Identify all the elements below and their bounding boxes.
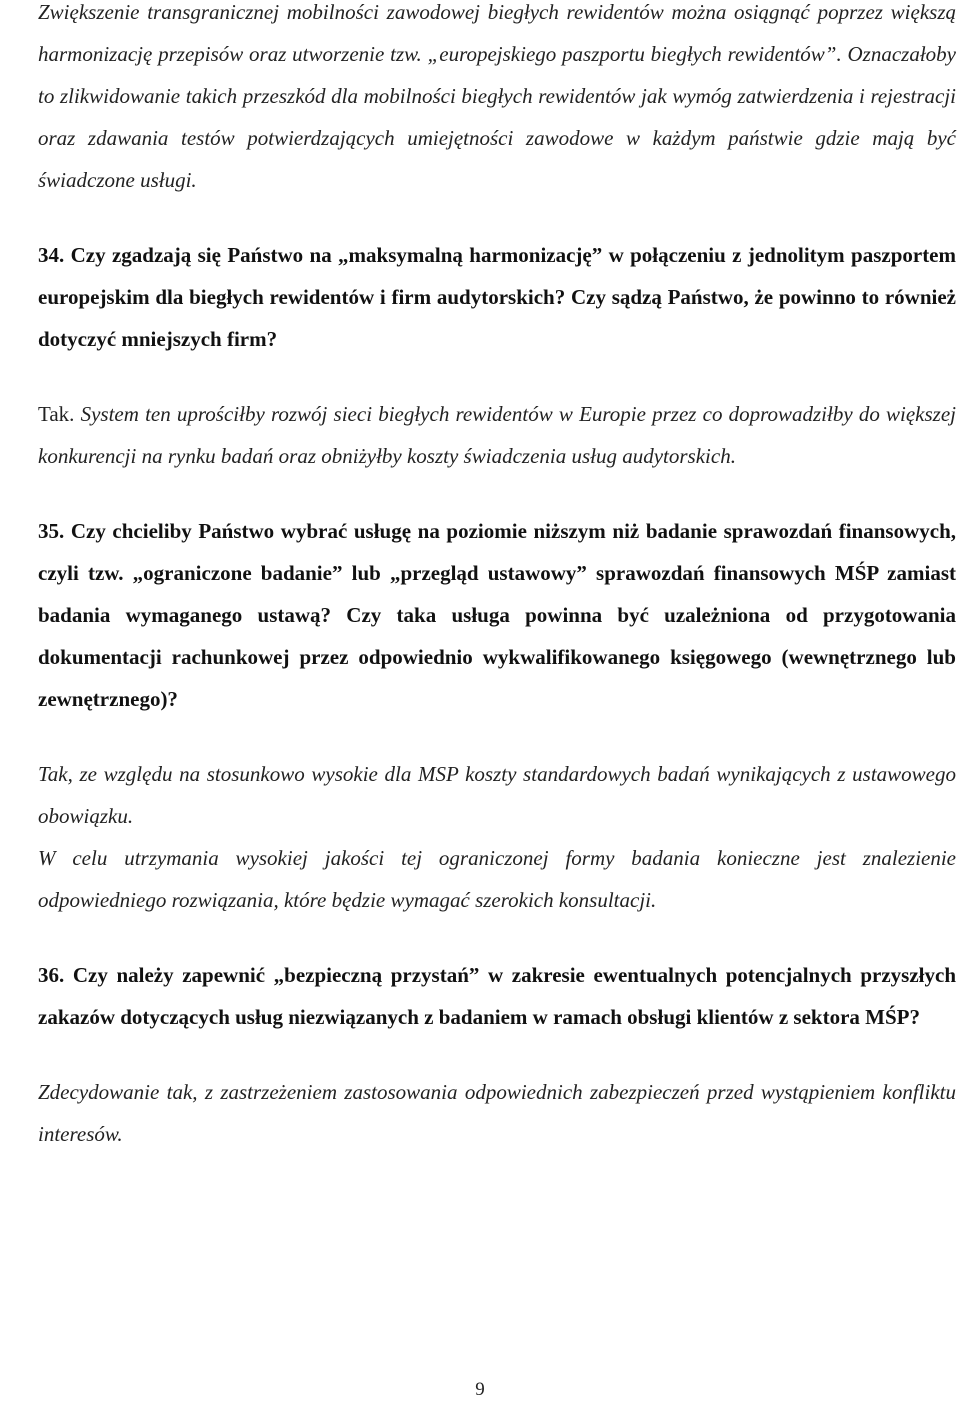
intro-answer-paragraph: Zwiększenie transgranicznej mobilności zawodowej biegłych rewidentów można osiągnąć poprzez większą harmonizację przepisów oraz utworzenie tzw. „europejskiego paszportu biegłych rewidentów”. Oznaczałoby to zlikwidowanie takich przeszkód dla mobilności biegłych rewidentów jak wymóg zatwierdzenia i rejestracji oraz zdawania testów potwierdzających umiejętności zawodowe w każdym państwie gdzie mają być świadczone usługi. <box>38 0 956 192</box>
question-36: 36. Czy należy zapewnić „bezpieczną przystań” w zakresie ewentualnych potencjalnych przyszłych zakazów dotyczących usług niezwiązanych z badaniem w ramach obsługi klientów z sektora MŚP? <box>38 963 956 1029</box>
answer-35-part-2: W celu utrzymania wysokiej jakości tej ograniczonej formy badania konieczne jest znalezienie odpowiedniego rozwiązania, które będzie wymagać szerokich konsultacji. <box>38 846 956 912</box>
answer-36: Zdecydowanie tak, z zastrzeżeniem zastosowania odpowiednich zabezpieczeń przed wystąpieniem konfliktu interesów. <box>38 1080 956 1146</box>
document-page <box>38 0 956 1155</box>
question-34: 34. Czy zgadzają się Państwo na „maksymalną harmonizację” w połączeniu z jednolitym paszportem europejskim dla biegłych rewidentów i firm audytorskich? Czy sądzą Państwo, że powinno to również dotyczyć mniejszych firm? <box>38 243 956 351</box>
answer-35-part-1: Tak, ze względu na stosunkowo wysokie dla MSP koszty standardowych badań wynikających z ustawowego obowiązku. <box>38 762 956 828</box>
answer-34-lead: Tak. <box>38 402 75 426</box>
page-number: 9 <box>475 1379 485 1400</box>
answer-34 <box>38 393 956 477</box>
answer-34-text: System ten uprościłby rozwój sieci biegłych rewidentów w Europie przez co doprowadziłby do większej konkurencji na rynku badań oraz obniżyłby koszty świadczenia usług audytorskich. <box>38 402 956 468</box>
question-35: 35. Czy chcieliby Państwo wybrać usługę na poziomie niższym niż badanie sprawozdań finansowych, czyli tzw. „ograniczone badanie” lub „przegląd ustawowy” sprawozdań finansowych MŚP zamiast badania wymaganego ustawą? Czy taka usługa powinna być uzależniona od przygotowania dokumentacji rachunkowej przez odpowiednio wykwalifikowanego księgowego (wewnętrznego lub zewnętrznego)? <box>38 519 956 711</box>
